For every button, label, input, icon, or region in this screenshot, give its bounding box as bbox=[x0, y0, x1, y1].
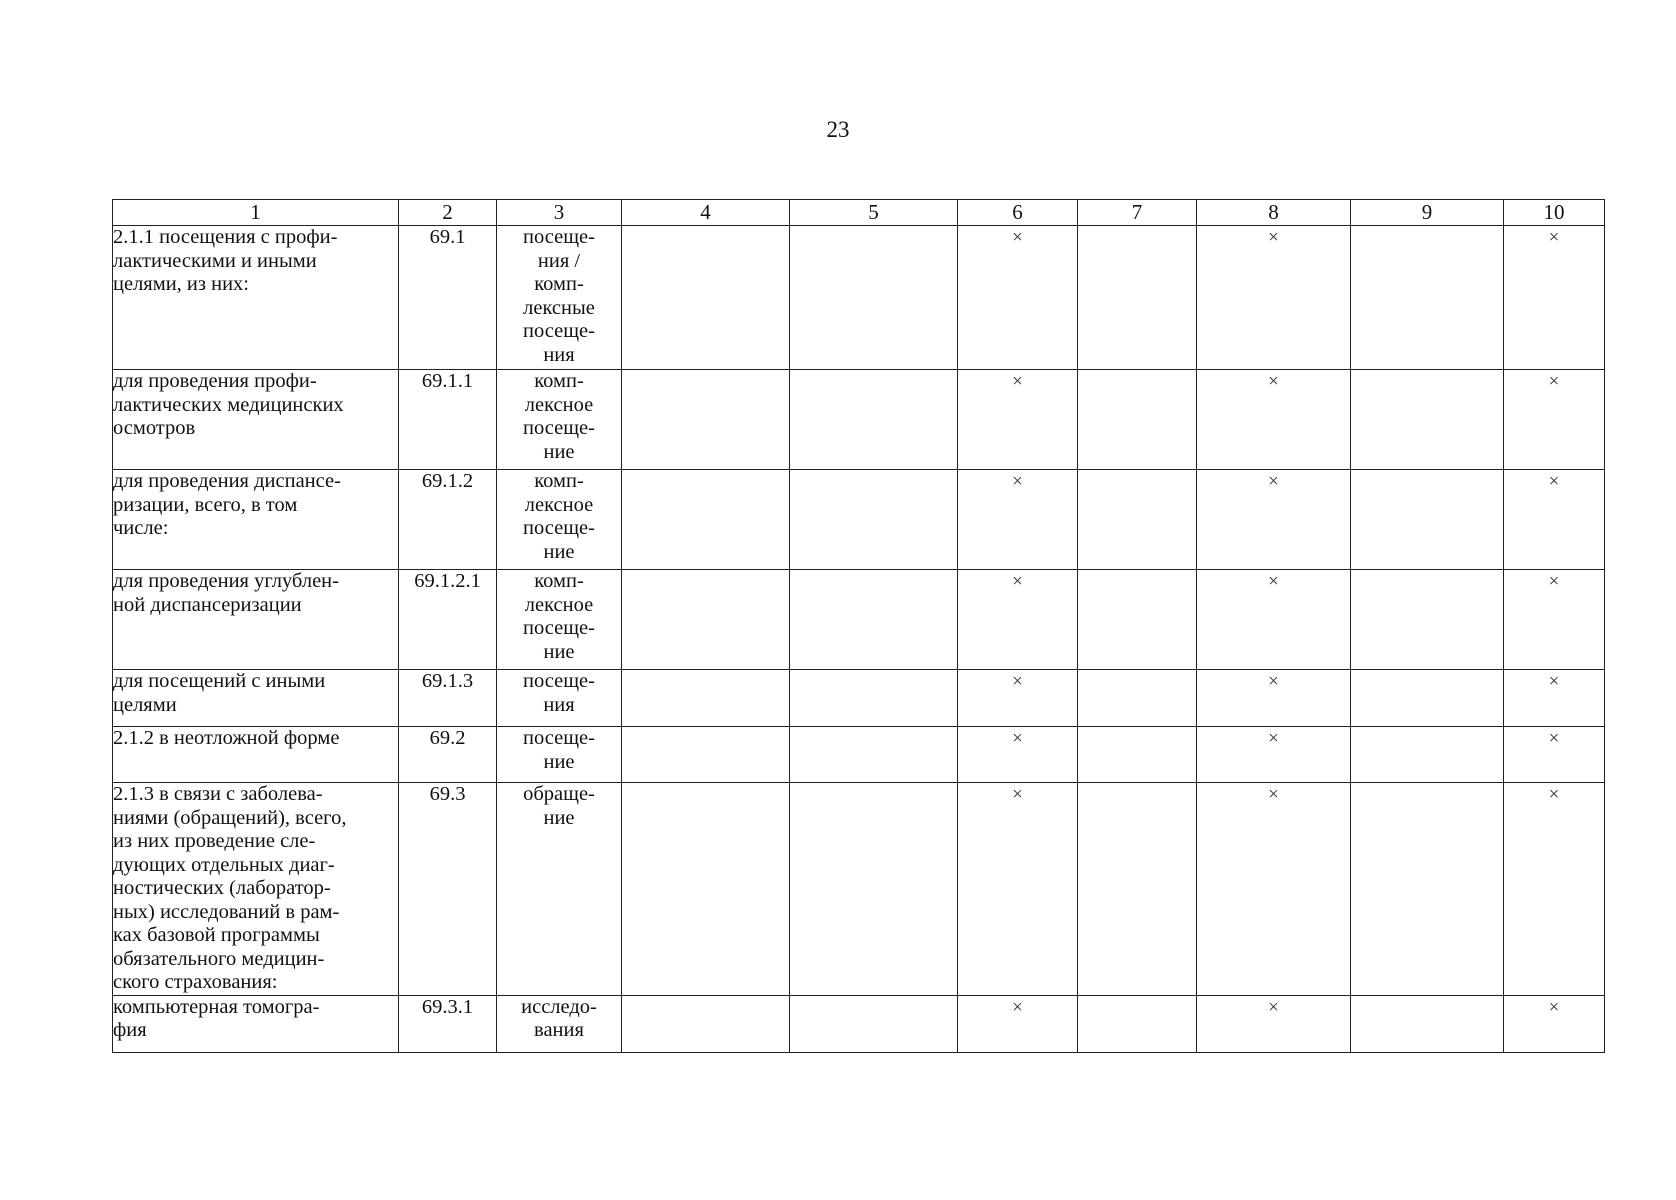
empty-cell bbox=[622, 226, 790, 370]
row-unit-cell: комп- лексное посеще- ние bbox=[497, 370, 622, 470]
table-row bbox=[113, 226, 1605, 370]
row-code-cell: 69.3 bbox=[399, 783, 497, 996]
header-cell: 5 bbox=[790, 200, 958, 226]
empty-cell bbox=[622, 783, 790, 996]
cross-cell: × bbox=[1504, 670, 1605, 727]
empty-cell bbox=[790, 470, 958, 570]
empty-cell bbox=[1078, 470, 1197, 570]
row-code-cell: 69.1.2.1 bbox=[399, 570, 497, 670]
empty-cell bbox=[790, 995, 958, 1052]
empty-cell bbox=[622, 570, 790, 670]
cross-cell: × bbox=[958, 727, 1078, 783]
empty-cell bbox=[1351, 995, 1504, 1052]
header-cell: 6 bbox=[958, 200, 1078, 226]
row-unit-cell: исследо- вания bbox=[497, 995, 622, 1052]
row-code-cell: 69.1.3 bbox=[399, 670, 497, 727]
header-cell: 3 bbox=[497, 200, 622, 226]
page-number: 23 bbox=[826, 117, 850, 142]
table-row bbox=[113, 570, 1605, 670]
row-name-cell: для проведения диспансе- ризации, всего, в том числе: bbox=[113, 470, 399, 570]
row-unit-cell: комп- лексное посеще- ние bbox=[497, 470, 622, 570]
cross-cell: × bbox=[1197, 995, 1351, 1052]
table-row bbox=[113, 370, 1605, 470]
row-unit-cell: посеще- ние bbox=[497, 727, 622, 783]
cross-cell: × bbox=[1504, 370, 1605, 470]
row-name-cell: для посещений с иными целями bbox=[113, 670, 399, 727]
empty-cell bbox=[790, 670, 958, 727]
cross-cell: × bbox=[1197, 727, 1351, 783]
header-cell: 1 bbox=[113, 200, 399, 226]
empty-cell bbox=[790, 370, 958, 470]
empty-cell bbox=[1351, 783, 1504, 996]
header-cell: 7 bbox=[1078, 200, 1197, 226]
empty-cell bbox=[1078, 995, 1197, 1052]
cross-cell: × bbox=[1504, 995, 1605, 1052]
row-name-cell: 2.1.1 посещения с профи- лактическими и иными целями, из них: bbox=[113, 226, 399, 370]
row-code-cell: 69.1.1 bbox=[399, 370, 497, 470]
header-cell: 4 bbox=[622, 200, 790, 226]
cross-cell: × bbox=[1197, 570, 1351, 670]
cross-cell: × bbox=[1504, 783, 1605, 996]
cross-cell: × bbox=[1504, 226, 1605, 370]
empty-cell bbox=[1351, 226, 1504, 370]
empty-cell bbox=[790, 570, 958, 670]
cross-cell: × bbox=[958, 783, 1078, 996]
row-code-cell: 69.1 bbox=[399, 226, 497, 370]
row-name-cell: 2.1.2 в неотложной форме bbox=[113, 727, 399, 783]
header-cell: 10 bbox=[1504, 200, 1605, 226]
empty-cell bbox=[1351, 470, 1504, 570]
header-row bbox=[113, 200, 1605, 226]
empty-cell bbox=[622, 470, 790, 570]
row-name-cell: для проведения углублен- ной диспансеризации bbox=[113, 570, 399, 670]
cross-cell: × bbox=[958, 470, 1078, 570]
cross-cell: × bbox=[1504, 570, 1605, 670]
empty-cell bbox=[1351, 670, 1504, 727]
data-table bbox=[112, 199, 1605, 1053]
empty-cell bbox=[1078, 570, 1197, 670]
header-cell: 8 bbox=[1197, 200, 1351, 226]
row-name-cell: компьютерная томогра- фия bbox=[113, 995, 399, 1052]
empty-cell bbox=[1078, 226, 1197, 370]
cross-cell: × bbox=[958, 670, 1078, 727]
row-unit-cell: посеще- ния / комп- лексные посеще- ния bbox=[497, 226, 622, 370]
cross-cell: × bbox=[958, 995, 1078, 1052]
table-row bbox=[113, 670, 1605, 727]
cross-cell: × bbox=[1197, 470, 1351, 570]
empty-cell bbox=[790, 727, 958, 783]
empty-cell bbox=[1351, 727, 1504, 783]
empty-cell bbox=[1078, 370, 1197, 470]
empty-cell bbox=[622, 670, 790, 727]
empty-cell bbox=[622, 370, 790, 470]
cross-cell: × bbox=[1504, 727, 1605, 783]
row-code-cell: 69.2 bbox=[399, 727, 497, 783]
empty-cell bbox=[622, 727, 790, 783]
empty-cell bbox=[790, 226, 958, 370]
cross-cell: × bbox=[1197, 783, 1351, 996]
table-row bbox=[113, 727, 1605, 783]
row-code-cell: 69.3.1 bbox=[399, 995, 497, 1052]
row-name-cell: 2.1.3 в связи с заболева- ниями (обращений), всего, из них проведение сле- дующих отдельных диаг- ностических (лаборатор- ных) исследований в рам- ках базовой программы обязательного медицин- ского страхования: bbox=[113, 783, 399, 996]
header-cell: 9 bbox=[1351, 200, 1504, 226]
row-name-cell: для проведения профи- лактических медицинских осмотров bbox=[113, 370, 399, 470]
cross-cell: × bbox=[958, 570, 1078, 670]
row-code-cell: 69.1.2 bbox=[399, 470, 497, 570]
empty-cell bbox=[1351, 370, 1504, 470]
cross-cell: × bbox=[1197, 670, 1351, 727]
cross-cell: × bbox=[1504, 470, 1605, 570]
table-row bbox=[113, 783, 1605, 996]
row-unit-cell: обраще- ние bbox=[497, 783, 622, 996]
empty-cell bbox=[1078, 727, 1197, 783]
cross-cell: × bbox=[1197, 370, 1351, 470]
row-unit-cell: комп- лексное посеще- ние bbox=[497, 570, 622, 670]
row-unit-cell: посеще- ния bbox=[497, 670, 622, 727]
cross-cell: × bbox=[958, 226, 1078, 370]
table-row bbox=[113, 470, 1605, 570]
empty-cell bbox=[1078, 670, 1197, 727]
cross-cell: × bbox=[958, 370, 1078, 470]
empty-cell bbox=[790, 783, 958, 996]
table-row bbox=[113, 995, 1605, 1052]
empty-cell bbox=[1078, 783, 1197, 996]
empty-cell bbox=[622, 995, 790, 1052]
cross-cell: × bbox=[1197, 226, 1351, 370]
header-cell: 2 bbox=[399, 200, 497, 226]
empty-cell bbox=[1351, 570, 1504, 670]
